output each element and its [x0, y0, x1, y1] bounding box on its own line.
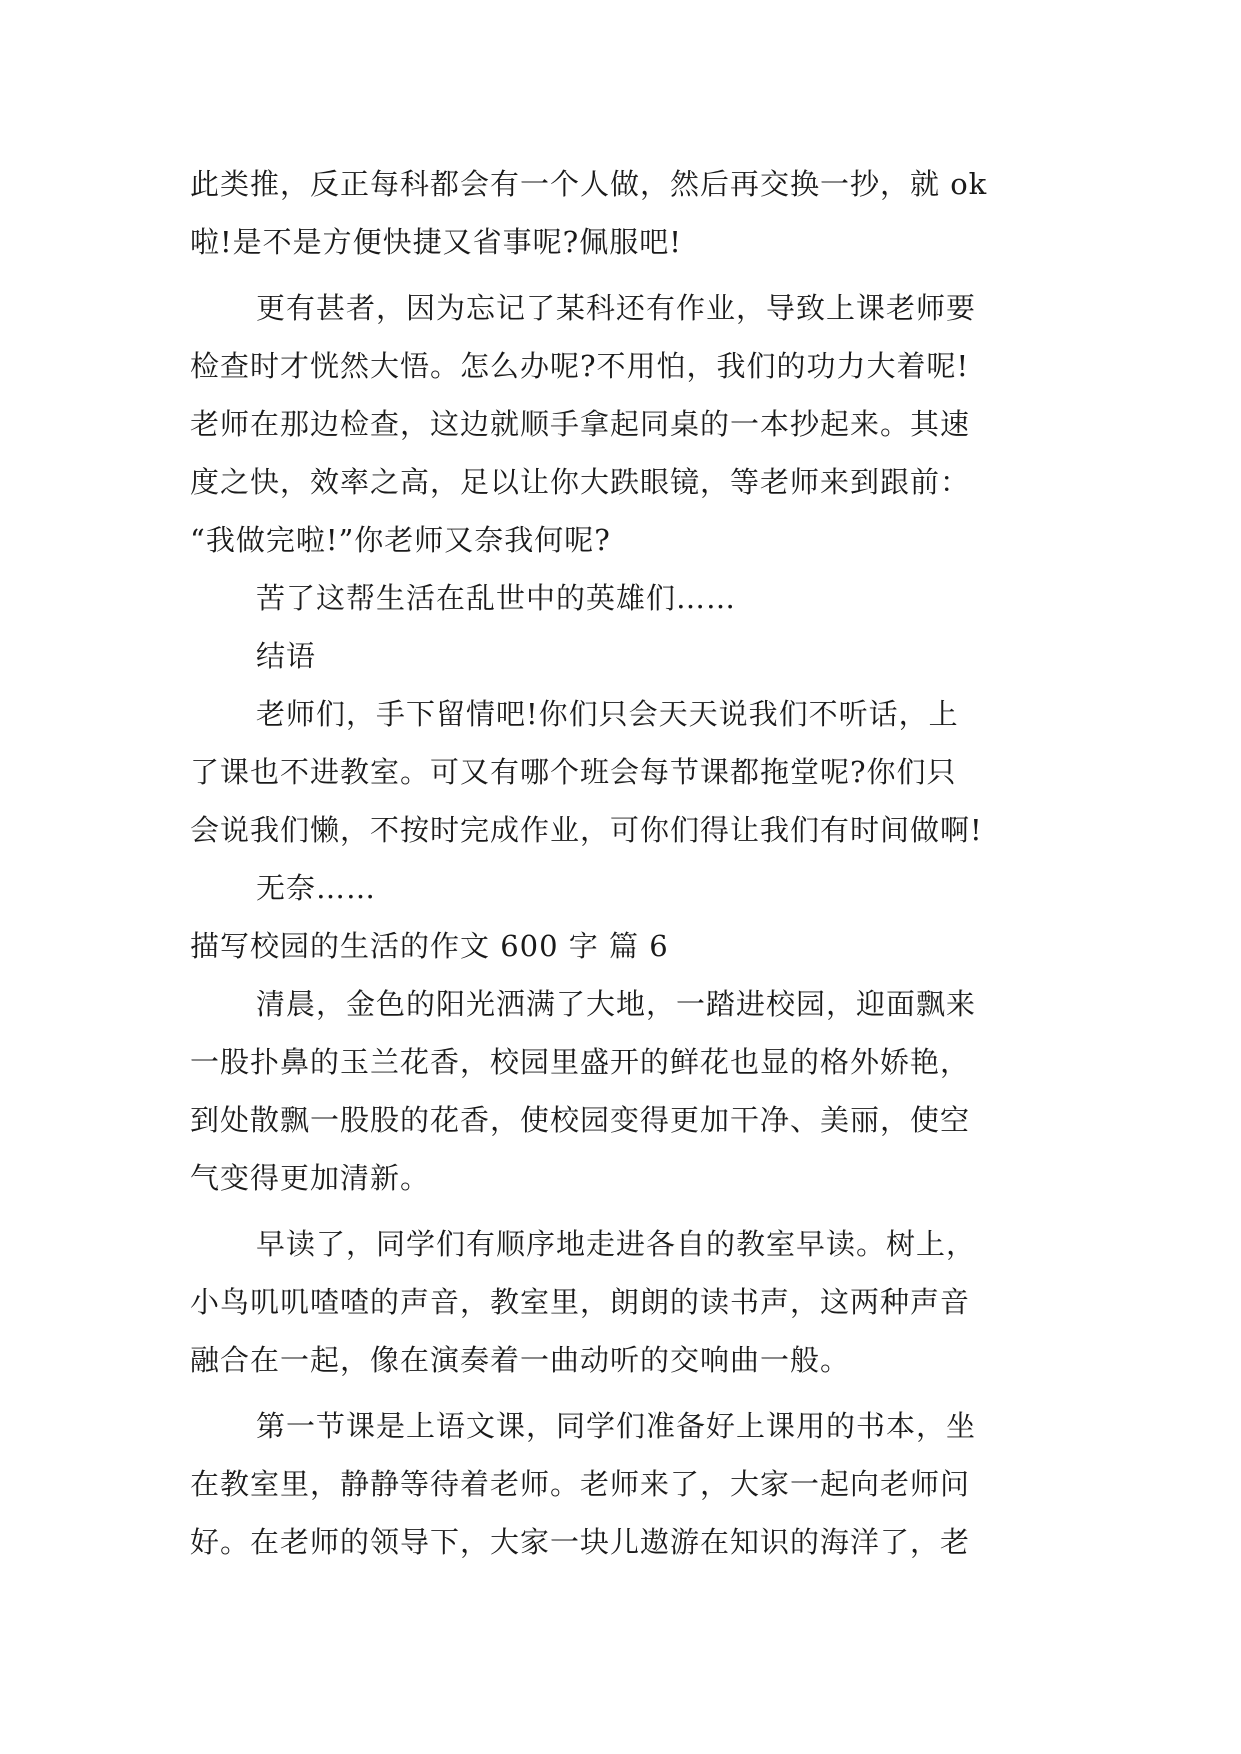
text-line: 老师在那边检查，这边就顺手拿起同桌的一本抄起来。其速	[190, 407, 971, 441]
text-line: 会说我们懒，不按时完成作业，可你们得让我们有时间做啊!	[190, 813, 983, 847]
text-line: 气变得更加清新。	[190, 1161, 431, 1195]
paragraph-gap	[190, 1389, 1060, 1397]
paragraph-gap	[190, 271, 1060, 279]
essay-title: 描写校园的生活的作文 600 字 篇 6	[190, 929, 669, 963]
paragraph-start: 第一节课是上语文课，同学们准备好上课用的书本，坐	[256, 1409, 977, 1443]
text-line: 一股扑鼻的玉兰花香，校园里盛开的鲜花也显的格外娇艳，	[190, 1045, 971, 1079]
section-heading-conclusion: 结语	[256, 639, 317, 673]
text-line: “我做完啦!”你老师又奈我何呢?	[190, 523, 611, 557]
text-line: 此类推，反正每科都会有一个人做，然后再交换一抄，就 ok	[190, 167, 988, 201]
document-body	[190, 155, 1060, 1571]
paragraph-start: 清晨，金色的阳光洒满了大地，一踏进校园，迎面飘来	[256, 987, 977, 1021]
paragraph-start: 早读了，同学们有顺序地走进各自的教室早读。树上，	[256, 1227, 977, 1261]
text-line: 好。在老师的领导下，大家一块儿遨游在知识的海洋了，老	[190, 1525, 971, 1559]
text-line: 小鸟叽叽喳喳的声音，教室里，朗朗的读书声，这两种声音	[190, 1285, 971, 1319]
text-line: 检查时才恍然大悟。怎么办呢?不用怕，我们的功力大着呢!	[190, 349, 970, 383]
paragraph-gap	[190, 1207, 1060, 1215]
paragraph-start: 更有甚者，因为忘记了某科还有作业，导致上课老师要	[256, 291, 977, 325]
text-line: 了课也不进教室。可又有哪个班会每节课都拖堂呢?你们只	[190, 755, 957, 789]
paragraph-start: 无奈……	[256, 871, 377, 905]
text-line: 融合在一起，像在演奏着一曲动听的交响曲一般。	[190, 1343, 851, 1377]
text-line: 度之快，效率之高，足以让你大跌眼镜，等老师来到跟前：	[190, 465, 971, 499]
paragraph-start: 苦了这帮生活在乱世中的英雄们……	[256, 581, 737, 615]
text-line: 在教室里，静静等待着老师。老师来了，大家一起向老师问	[190, 1467, 971, 1501]
text-line: 到处散飘一股股的花香，使校园变得更加干净、美丽，使空	[190, 1103, 971, 1137]
text-line: 啦!是不是方便快捷又省事呢?佩服吧!	[190, 225, 682, 259]
paragraph-start: 老师们，手下留情吧!你们只会天天说我们不听话，上	[256, 697, 959, 731]
